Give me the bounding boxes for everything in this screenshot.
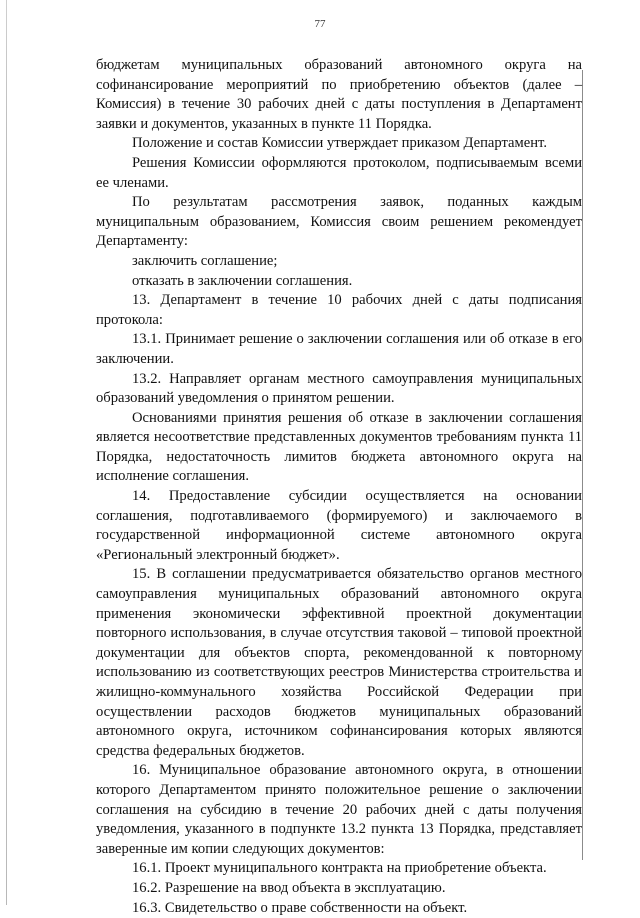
- page-number: 77: [314, 18, 326, 30]
- paragraph-10: Основаниями принятия решения об отказе в заключении соглашения является несоответствие представленных документов требованиям пункта 11 Порядка, недостаточность лимитов бюджета автономного округа на исполнение соглашения.: [96, 409, 582, 485]
- paragraph-8: 13.1. Принимает решение о заключении соглашения или об отказе в его заключении.: [96, 331, 582, 367]
- paragraph-5: заключить соглашение;: [132, 252, 278, 269]
- paragraph-2: Положение и состав Комиссии утверждает приказом Департамент.: [132, 135, 547, 152]
- paragraph-4: По результатам рассмотрения заявок, поданных каждым муниципальным образованием, Комиссия своим решением рекомендует Департаменту:: [96, 194, 582, 250]
- paragraph-16: 16.3. Свидетельство о праве собственности на объект.: [132, 899, 468, 916]
- paragraph-3: Решения Комиссии оформляются протоколом, подписываемым всеми ее членами.: [96, 154, 582, 191]
- paragraph-9: 13.2. Направляет органам местного самоуправления муниципальных образований уведомления о принятом решении.: [96, 370, 582, 407]
- paragraph-7: 13. Департамент в течение 10 рабочих дней с даты подписания протокола:: [96, 292, 582, 328]
- paragraph-13: 16. Муниципальное образование автономного округа, в отношении которого Департаментом принято положительное решение о заключении соглашения на субсидию в течение 20 рабочих дней с даты получения уведомления, указанного в подпункте 13.2 пункта 13 Порядка, представляет заверенные им копии следующих документов:: [96, 762, 582, 857]
- paragraph-1: бюджетам муниципальных образований автономного округа на софинансирование мероприятий по приобретению объектов (далее – Комиссия) в течение 30 рабочих дней с даты поступления в Департамент заявки и документов, указанных в пункте 11 Порядка.: [96, 57, 582, 132]
- scan-edge-left: [6, 0, 7, 905]
- paragraph-11: 14. Предоставление субсидии осуществляется на основании соглашения, подготавливаемого (формируемого) и заключаемого в государственной информационной системе автономного округа «Региональный электронный бюджет».: [96, 488, 582, 563]
- paragraph-15: 16.2. Разрешение на ввод объекта в эксплуатацию.: [132, 879, 446, 896]
- paragraph-12: 15. В соглашении предусматривается обязательство органов местного самоуправления муниципальных образований автономного округа применения экономически эффективной проектной документации повторного использования, в случае отсутствия таковой – типовой проектной документации для объектов спорта, рекомендованной к повторному использованию из соответствующих реестров Министерства строительства и жилищно-коммунального хозяйства Российской Федерации при осуществлении расходов бюджетов муниципальных образований автономного округа, источником софинансирования которых являются средства федеральных бюджетов.: [96, 566, 582, 759]
- paragraph-14: 16.1. Проект муниципального контракта на приобретение объекта.: [132, 860, 547, 877]
- scan-edge-right: [582, 70, 583, 860]
- document-body: [96, 56, 582, 918]
- paragraph-6: отказать в заключении соглашения.: [132, 272, 353, 289]
